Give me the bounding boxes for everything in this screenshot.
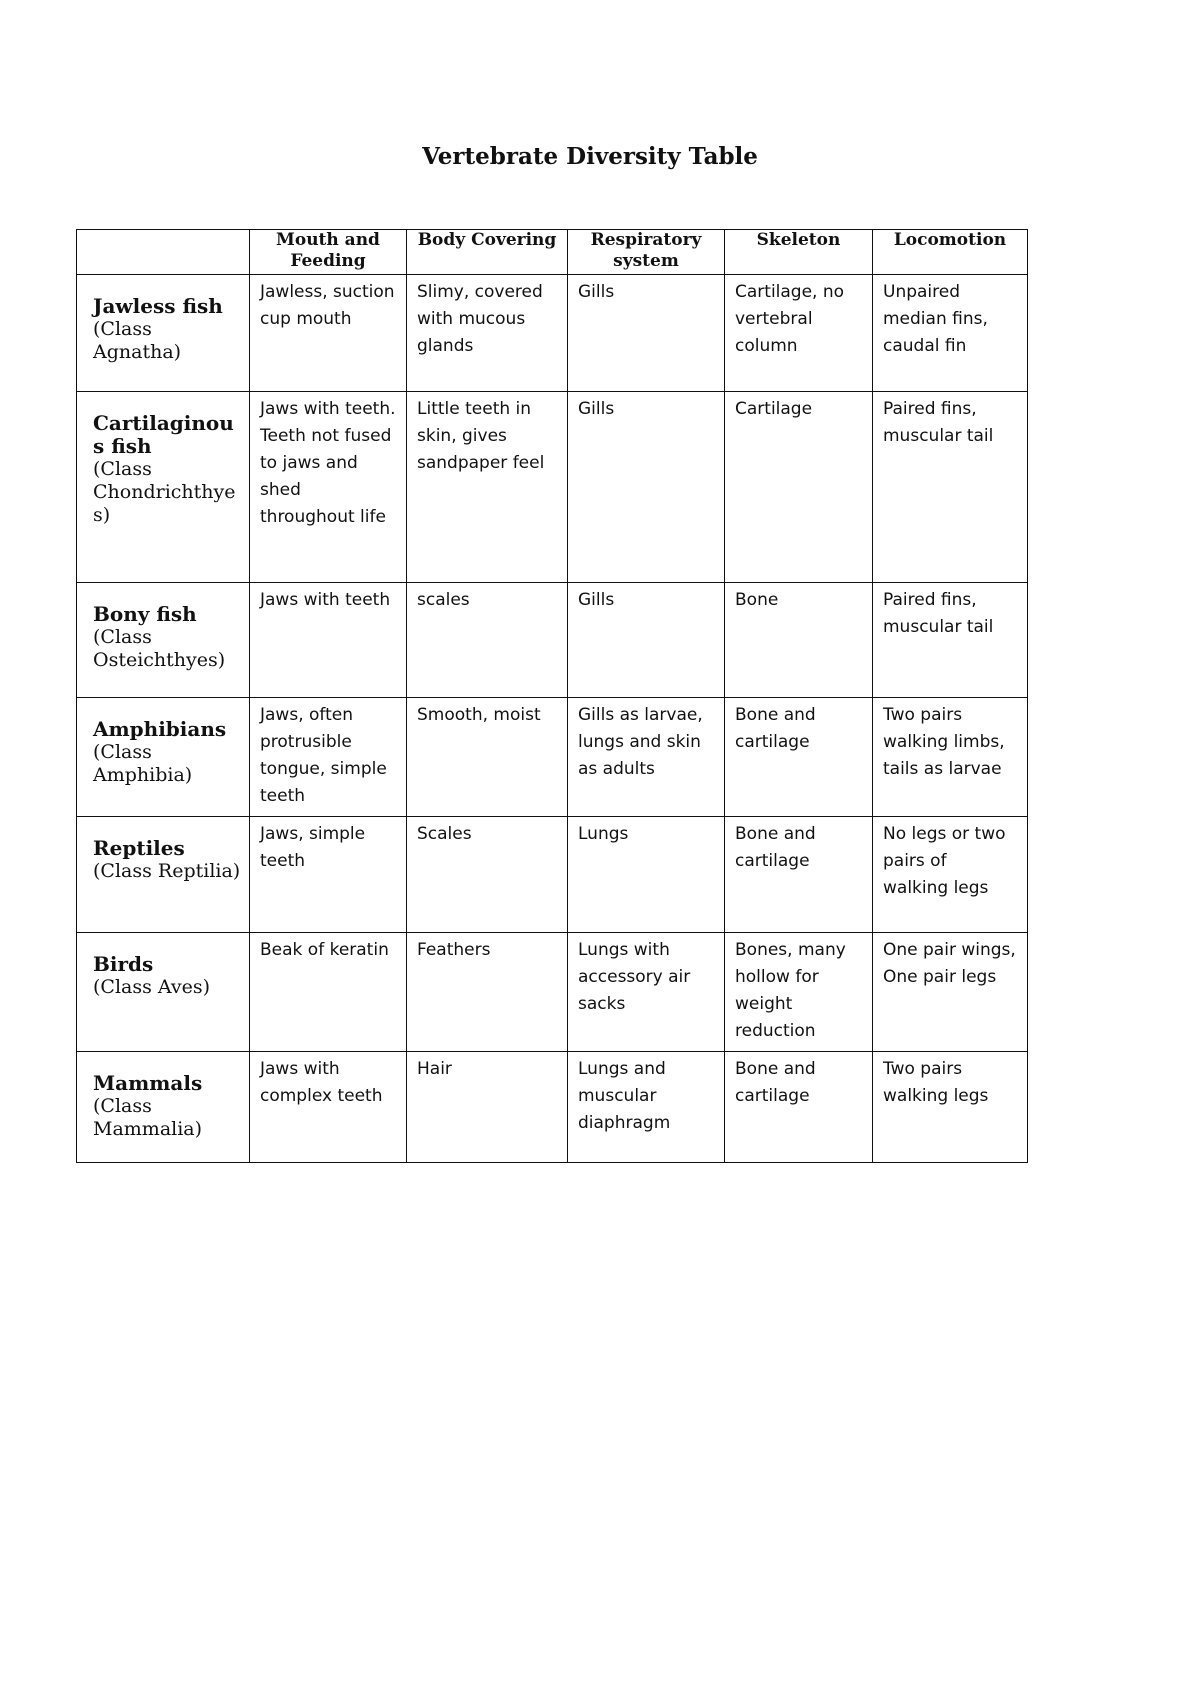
locomotion-cell: Paired fins, muscular tail [873, 392, 1028, 583]
respiratory-cell: Lungs [568, 817, 725, 933]
locomotion-cell: Paired fins, muscular tail [873, 583, 1028, 698]
mouth-feeding-cell: Jaws, often protrusible tongue, simple teeth [250, 698, 407, 817]
vertebrate-group-name: Bony fish [93, 602, 197, 626]
body-covering-cell: Slimy, covered with mucous glands [407, 275, 568, 392]
skeleton-cell: Cartilage, no vertebral column [725, 275, 873, 392]
mouth-feeding-cell: Jawless, suction cup mouth [250, 275, 407, 392]
row-header-cell [77, 817, 250, 933]
respiratory-cell: Gills [568, 275, 725, 392]
body-covering-cell: Scales [407, 817, 568, 933]
body-covering-cell: Little teeth in skin, gives sandpaper feel [407, 392, 568, 583]
row-header-cell [77, 275, 250, 392]
vertebrate-group-name: Mammals [93, 1071, 203, 1095]
table-header-row [77, 230, 1028, 275]
vertebrate-class-name: (Class Mammalia) [93, 1095, 203, 1140]
vertebrate-class-name: (Class Reptilia) [93, 860, 241, 882]
mouth-feeding-cell: Jaws with complex teeth [250, 1052, 407, 1163]
vertebrate-class-name: (Class Osteichthyes) [93, 626, 226, 671]
locomotion-cell: One pair wings, One pair legs [873, 933, 1028, 1052]
locomotion-cell: Two pairs walking limbs, tails as larvae [873, 698, 1028, 817]
body-covering-cell: scales [407, 583, 568, 698]
respiratory-cell: Lungs and muscular diaphragm [568, 1052, 725, 1163]
vertebrate-class-name: (Class Aves) [93, 976, 210, 998]
respiratory-cell: Gills [568, 392, 725, 583]
body-covering-cell: Feathers [407, 933, 568, 1052]
vertebrate-class-name: (Class Amphibia) [93, 741, 193, 786]
respiratory-cell: Gills [568, 583, 725, 698]
header-locomotion: Locomotion [873, 230, 1028, 275]
table-row [77, 275, 1028, 392]
vertebrate-group-name: Reptiles [93, 836, 185, 860]
mouth-feeding-cell: Jaws, simple teeth [250, 817, 407, 933]
table-row [77, 817, 1028, 933]
locomotion-cell: Unpaired median fins, caudal fin [873, 275, 1028, 392]
respiratory-cell: Lungs with accessory air sacks [568, 933, 725, 1052]
header-skeleton: Skeleton [725, 230, 873, 275]
locomotion-cell: Two pairs walking legs [873, 1052, 1028, 1163]
skeleton-cell: Bone and cartilage [725, 698, 873, 817]
row-header-cell [77, 1052, 250, 1163]
body-covering-cell: Hair [407, 1052, 568, 1163]
row-header-cell [77, 392, 250, 583]
vertebrate-group-name: Cartilaginous fish [93, 411, 234, 458]
table-row [77, 933, 1028, 1052]
vertebrate-group-name: Birds [93, 952, 154, 976]
skeleton-cell: Bones, many hollow for weight reduction [725, 933, 873, 1052]
row-header-cell [77, 698, 250, 817]
skeleton-cell: Bone and cartilage [725, 817, 873, 933]
table-row [77, 392, 1028, 583]
table-row [77, 583, 1028, 698]
row-header-cell [77, 933, 250, 1052]
skeleton-cell: Cartilage [725, 392, 873, 583]
mouth-feeding-cell: Beak of keratin [250, 933, 407, 1052]
table-row [77, 698, 1028, 817]
vertebrate-group-name: Amphibians [93, 717, 227, 741]
table-row [77, 1052, 1028, 1163]
body-covering-cell: Smooth, moist [407, 698, 568, 817]
vertebrate-diversity-table [76, 229, 1028, 1163]
header-mouth-and-feeding: Mouth and Feeding [250, 230, 407, 275]
vertebrate-class-name: (Class Agnatha) [93, 318, 182, 363]
vertebrate-class-name: (Class Chondrichthyes) [93, 458, 236, 526]
header-body-covering: Body Covering [407, 230, 568, 275]
mouth-feeding-cell: Jaws with teeth. Teeth not fused to jaws and shed throughout life [250, 392, 407, 583]
vertebrate-group-name: Jawless fish [93, 294, 223, 318]
header-blank-cell [77, 230, 250, 275]
mouth-feeding-cell: Jaws with teeth [250, 583, 407, 698]
header-respiratory-system: Respiratory system [568, 230, 725, 275]
locomotion-cell: No legs or two pairs of walking legs [873, 817, 1028, 933]
document-title: Vertebrate Diversity Table [422, 143, 758, 170]
row-header-cell [77, 583, 250, 698]
skeleton-cell: Bone [725, 583, 873, 698]
skeleton-cell: Bone and cartilage [725, 1052, 873, 1163]
respiratory-cell: Gills as larvae, lungs and skin as adults [568, 698, 725, 817]
